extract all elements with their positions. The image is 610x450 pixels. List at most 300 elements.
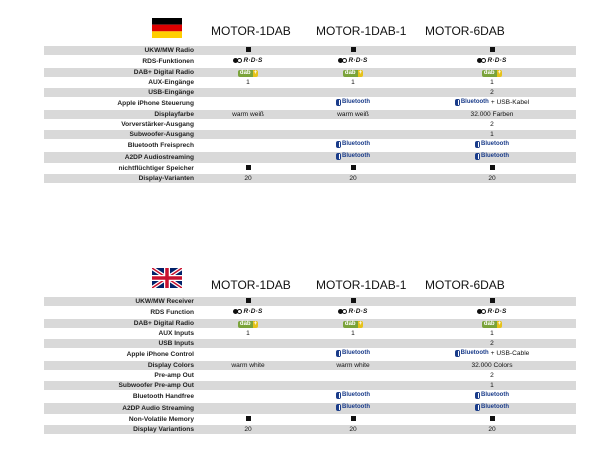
- table-row: [44, 338, 576, 348]
- bluetooth-logo-text: Bluetooth: [342, 391, 370, 398]
- rds-logo-icon: [477, 307, 506, 316]
- table-cell-model-1: [198, 318, 298, 328]
- dab-logo-plus: +: [358, 69, 363, 76]
- dab-plus-logo-icon: [238, 321, 258, 328]
- cell-content: [246, 47, 251, 52]
- row-label: AUX-Eingänge: [44, 77, 198, 87]
- cell-content: [477, 307, 506, 316]
- table-cell-model-3: [408, 46, 576, 56]
- cell-content: [490, 78, 494, 87]
- rds-logo-text: R·D·S: [487, 308, 507, 315]
- table-cell-model-1: [198, 424, 298, 434]
- table-cell-model-1: [198, 380, 298, 390]
- cell-content: [475, 152, 509, 161]
- table-row: [44, 77, 576, 87]
- cell-content: [471, 361, 512, 370]
- row-label: Bluetooth Handfree: [44, 390, 198, 402]
- table-cell-model-3: [408, 173, 576, 183]
- cell-content: [246, 298, 251, 303]
- cell-value: 32.000 Colors: [471, 361, 513, 369]
- cell-content: [351, 329, 355, 338]
- rds-logo-icon: [338, 307, 367, 316]
- row-label: UKW/MW Receiver: [44, 297, 198, 307]
- cell-value: 1: [490, 130, 494, 138]
- bluetooth-rune-icon: [475, 153, 480, 160]
- cell-value: warm white: [336, 361, 370, 369]
- row-label: RDS-Funktionen: [44, 56, 198, 68]
- rds-logo-icon: [233, 307, 262, 316]
- table-row: [44, 129, 576, 139]
- model-header-3: MOTOR-6DAB: [425, 24, 505, 38]
- table-cell-model-2: [298, 390, 408, 402]
- cell-value: 1: [490, 78, 494, 86]
- filled-square-icon: [351, 47, 356, 52]
- filled-square-icon: [246, 165, 251, 170]
- rds-symbol-icon: [477, 309, 486, 315]
- bluetooth-logo-text: Bluetooth: [460, 349, 489, 356]
- filled-square-icon: [351, 298, 356, 303]
- cell-content: [475, 403, 509, 412]
- table-row: [44, 109, 576, 119]
- row-label: nichtflüchtiger Speicher: [44, 163, 198, 173]
- table-row: [44, 390, 576, 402]
- cell-value: 1: [490, 329, 494, 337]
- table-cell-model-1: [198, 129, 298, 139]
- table-cell-model-3: [408, 390, 576, 402]
- filled-square-icon: [490, 47, 495, 52]
- dab-plus-logo-icon: [343, 321, 363, 328]
- table-cell-model-3: [408, 307, 576, 319]
- table-cell-model-1: [198, 46, 298, 56]
- table-row: [44, 370, 576, 380]
- cell-content: [471, 110, 514, 119]
- rds-logo-text: R·D·S: [243, 57, 263, 64]
- row-label: DAB+ Digital Radio: [44, 67, 198, 77]
- cell-content: [246, 165, 251, 170]
- cell-content: [351, 416, 356, 421]
- cell-content: [490, 165, 495, 170]
- row-label: Apple iPhone Control: [44, 348, 198, 360]
- bluetooth-rune-icon: [475, 392, 480, 399]
- cell-content: [351, 47, 356, 52]
- cell-value: warm weiß: [232, 110, 264, 118]
- row-label: Displayfarbe: [44, 109, 198, 119]
- table-cell-model-2: [298, 424, 408, 434]
- dab-logo-plus: +: [253, 320, 258, 327]
- table-cell-model-3: [408, 424, 576, 434]
- table-cell-model-2: [298, 328, 408, 338]
- bluetooth-rune-icon: [475, 404, 480, 411]
- table-cell-model-1: [198, 97, 298, 109]
- table-cell-model-2: [298, 402, 408, 414]
- cell-content: [475, 391, 509, 400]
- bluetooth-logo-icon: [336, 98, 370, 107]
- table-cell-model-1: [198, 328, 298, 338]
- table-cell-model-1: [198, 348, 298, 360]
- cell-value: 1: [246, 78, 250, 86]
- table-cell-model-1: [198, 390, 298, 402]
- cell-value: 20: [488, 174, 496, 182]
- table-cell-model-2: [298, 163, 408, 173]
- dab-logo-plus: +: [497, 320, 502, 327]
- model-header-3: MOTOR-6DAB: [425, 278, 505, 292]
- model-header-2: MOTOR-1DAB-1: [316, 24, 407, 38]
- bluetooth-logo-text: Bluetooth: [342, 98, 370, 105]
- table-cell-model-3: [408, 402, 576, 414]
- table-cell-model-1: [198, 402, 298, 414]
- dab-plus-logo-icon: [482, 70, 502, 77]
- rds-symbol-icon: [338, 58, 347, 64]
- row-label: Pre-amp Out: [44, 370, 198, 380]
- bluetooth-logo-icon: [336, 152, 370, 161]
- bluetooth-rune-icon: [336, 392, 341, 399]
- table-row: [44, 402, 576, 414]
- cell-value: 20: [244, 174, 252, 182]
- cell-content: [238, 321, 258, 328]
- cell-content: [349, 425, 356, 434]
- dab-logo-text: dab: [239, 69, 251, 76]
- table-cell-model-2: [298, 173, 408, 183]
- cell-content: [477, 56, 506, 65]
- cell-content: [490, 47, 495, 52]
- cell-content: [338, 307, 367, 316]
- cell-content: [336, 403, 370, 412]
- cell-content: [488, 425, 495, 434]
- table-cell-model-2: [298, 77, 408, 87]
- table-cell-model-1: [198, 307, 298, 319]
- bluetooth-rune-icon: [336, 141, 341, 148]
- table-cell-model-3: [408, 380, 576, 390]
- bluetooth-rune-icon: [336, 350, 341, 357]
- table-cell-model-1: [198, 87, 298, 97]
- dab-logo-text: dab: [483, 320, 495, 327]
- table-cell-model-1: [198, 360, 298, 370]
- table-cell-model-1: [198, 338, 298, 348]
- bluetooth-rune-icon: [475, 141, 480, 148]
- table-cell-model-3: [408, 97, 576, 109]
- cell-content: [482, 321, 502, 328]
- row-label: Display-Varianten: [44, 173, 198, 183]
- bluetooth-logo-text: Bluetooth: [460, 98, 489, 105]
- table-cell-model-3: [408, 56, 576, 68]
- cell-content: [336, 152, 370, 161]
- table-cell-model-1: [198, 173, 298, 183]
- bluetooth-rune-icon: [336, 153, 341, 160]
- table-cell-model-3: [408, 370, 576, 380]
- table-cell-model-2: [298, 307, 408, 319]
- bluetooth-logo-icon: [336, 349, 370, 358]
- table-row: [44, 297, 576, 307]
- model-header-1: MOTOR-1DAB: [211, 24, 291, 38]
- dab-logo-text: dab: [239, 320, 251, 327]
- table-row: [44, 424, 576, 434]
- table-cell-model-3: [408, 328, 576, 338]
- cell-value: 20: [349, 174, 357, 182]
- cell-content: [337, 110, 369, 119]
- table-cell-model-3: [408, 297, 576, 307]
- table-cell-model-2: [298, 46, 408, 56]
- rds-symbol-icon: [233, 58, 242, 64]
- table-cell-model-2: [298, 119, 408, 129]
- model-header-1: MOTOR-1DAB: [211, 278, 291, 292]
- filled-square-icon: [246, 298, 251, 303]
- bluetooth-rune-icon: [455, 350, 460, 357]
- row-label: Subwoofer-Ausgang: [44, 129, 198, 139]
- rds-logo-text: R·D·S: [348, 57, 368, 64]
- bluetooth-logo-text: Bluetooth: [481, 152, 509, 159]
- cell-extra-text: + USB-Kabel: [490, 98, 530, 106]
- cell-content: [351, 78, 355, 87]
- cell-value: 20: [244, 425, 252, 433]
- dab-plus-logo-icon: [238, 70, 258, 77]
- row-label: Subwoofer Pre-amp Out: [44, 380, 198, 390]
- table-cell-model-2: [298, 67, 408, 77]
- cell-value: 1: [490, 381, 494, 389]
- table-cell-model-3: [408, 338, 576, 348]
- cell-content: [336, 140, 370, 149]
- cell-value: 20: [349, 425, 357, 433]
- cell-content: [336, 391, 370, 400]
- filled-square-icon: [490, 165, 495, 170]
- dab-logo-text: dab: [483, 69, 495, 76]
- cell-content: [490, 130, 494, 139]
- table-cell-model-2: [298, 56, 408, 68]
- cell-value: 2: [490, 339, 494, 347]
- cell-value: warm weiß: [337, 110, 369, 118]
- cell-content: [455, 98, 529, 107]
- cell-content: [338, 56, 367, 65]
- cell-content: [244, 174, 251, 183]
- table-row: [44, 173, 576, 183]
- table-row: [44, 151, 576, 163]
- cell-content: [232, 110, 264, 119]
- table-cell-model-2: [298, 380, 408, 390]
- bluetooth-logo-icon: [336, 403, 370, 412]
- table-cell-model-3: [408, 129, 576, 139]
- table-row: [44, 380, 576, 390]
- cell-content: [349, 174, 356, 183]
- rds-symbol-icon: [477, 58, 486, 64]
- model-header-2: MOTOR-1DAB-1: [316, 278, 407, 292]
- dab-logo-plus: +: [253, 69, 258, 76]
- germany-flag-icon: [152, 18, 182, 38]
- table-row: [44, 56, 576, 68]
- table-cell-model-3: [408, 119, 576, 129]
- table-cell-model-2: [298, 139, 408, 151]
- table-cell-model-1: [198, 370, 298, 380]
- cell-content: [351, 165, 356, 170]
- cell-content: [246, 329, 250, 338]
- cell-content: [336, 349, 370, 358]
- table-cell-model-3: [408, 109, 576, 119]
- bluetooth-rune-icon: [336, 99, 341, 106]
- table-row: [44, 67, 576, 77]
- cell-content: [233, 56, 262, 65]
- cell-content: [231, 361, 264, 370]
- row-label: RDS Function: [44, 307, 198, 319]
- table-cell-model-2: [298, 297, 408, 307]
- cell-value: warm white: [231, 361, 265, 369]
- table-cell-model-1: [198, 151, 298, 163]
- cell-content: [490, 329, 494, 338]
- cell-content: [475, 140, 509, 149]
- bluetooth-logo-icon: [336, 391, 370, 400]
- filled-square-icon: [246, 416, 251, 421]
- row-label: UKW/MW Radio: [44, 46, 198, 56]
- dab-logo-text: dab: [344, 69, 356, 76]
- rds-logo-text: R·D·S: [487, 57, 507, 64]
- table-cell-model-3: [408, 151, 576, 163]
- cell-value: 2: [490, 371, 494, 379]
- cell-content: [336, 98, 370, 107]
- table-row: [44, 97, 576, 109]
- table-cell-model-1: [198, 119, 298, 129]
- cell-content: [490, 298, 495, 303]
- cell-content: [490, 120, 494, 129]
- table-cell-model-2: [298, 109, 408, 119]
- table-cell-model-1: [198, 67, 298, 77]
- bluetooth-logo-text: Bluetooth: [342, 403, 370, 410]
- row-label: Bluetooth Freisprech: [44, 139, 198, 151]
- bluetooth-logo-icon: [475, 403, 509, 412]
- rds-logo-icon: [338, 56, 367, 65]
- table-cell-model-2: [298, 360, 408, 370]
- table-cell-model-2: [298, 151, 408, 163]
- bluetooth-logo-text: Bluetooth: [342, 152, 370, 159]
- cell-content: [233, 307, 262, 316]
- cell-value: 1: [351, 78, 355, 86]
- cell-content: [455, 349, 530, 358]
- table-row: [44, 348, 576, 360]
- row-label: USB-Eingänge: [44, 87, 198, 97]
- cell-value: 32.000 Farben: [470, 110, 514, 118]
- table-cell-model-3: [408, 87, 576, 97]
- row-label: Display Colors: [44, 360, 198, 370]
- bluetooth-logo-icon: [475, 391, 509, 400]
- table-cell-model-3: [408, 414, 576, 424]
- table-cell-model-2: [298, 348, 408, 360]
- rds-logo-text: R·D·S: [243, 308, 263, 315]
- cell-content: [490, 381, 494, 390]
- table-cell-model-2: [298, 414, 408, 424]
- bluetooth-logo-text: Bluetooth: [481, 403, 509, 410]
- table-cell-model-1: [198, 139, 298, 151]
- table-cell-model-1: [198, 109, 298, 119]
- filled-square-icon: [246, 47, 251, 52]
- table-cell-model-2: [298, 97, 408, 109]
- bluetooth-logo-icon: [455, 98, 489, 107]
- table-cell-model-3: [408, 67, 576, 77]
- row-label: Apple iPhone Steuerung: [44, 97, 198, 109]
- cell-content: [246, 416, 251, 421]
- cell-value: 20: [488, 425, 496, 433]
- table-cell-model-3: [408, 360, 576, 370]
- rds-logo-text: R·D·S: [348, 308, 368, 315]
- bluetooth-logo-text: Bluetooth: [481, 140, 509, 147]
- cell-content: [244, 425, 251, 434]
- cell-content: [246, 78, 250, 87]
- cell-content: [482, 70, 502, 77]
- table-cell-model-1: [198, 77, 298, 87]
- table-row: [44, 360, 576, 370]
- bluetooth-logo-text: Bluetooth: [342, 349, 370, 356]
- table-cell-model-1: [198, 297, 298, 307]
- table-cell-model-3: [408, 139, 576, 151]
- dab-logo-text: dab: [344, 320, 356, 327]
- table-cell-model-2: [298, 318, 408, 328]
- table-cell-model-1: [198, 56, 298, 68]
- cell-content: [238, 70, 258, 77]
- bluetooth-logo-icon: [336, 140, 370, 149]
- row-label: A2DP Audiostreaming: [44, 151, 198, 163]
- table-row: [44, 414, 576, 424]
- filled-square-icon: [490, 298, 495, 303]
- bluetooth-rune-icon: [455, 99, 460, 106]
- dab-plus-logo-icon: [482, 321, 502, 328]
- cell-content: [351, 298, 356, 303]
- table-cell-model-2: [298, 87, 408, 97]
- table-cell-model-1: [198, 163, 298, 173]
- table-cell-model-3: [408, 163, 576, 173]
- rds-symbol-icon: [233, 309, 242, 315]
- cell-value: 1: [351, 329, 355, 337]
- bluetooth-logo-icon: [475, 140, 509, 149]
- table-row: [44, 163, 576, 173]
- table-row: [44, 328, 576, 338]
- filled-square-icon: [351, 416, 356, 421]
- row-label: Vorverstärker-Ausgang: [44, 119, 198, 129]
- row-label: DAB+ Digital Radio: [44, 318, 198, 328]
- table-row: [44, 139, 576, 151]
- row-label: AUX Inputs: [44, 328, 198, 338]
- table-row: [44, 46, 576, 56]
- cell-value: 2: [490, 120, 494, 128]
- cell-content: [488, 174, 495, 183]
- bluetooth-rune-icon: [336, 404, 341, 411]
- filled-square-icon: [490, 416, 495, 421]
- row-label: Display Variantions: [44, 424, 198, 434]
- table-cell-model-3: [408, 348, 576, 360]
- table-row: [44, 307, 576, 319]
- dab-logo-plus: +: [358, 320, 363, 327]
- feature-table-english: [44, 297, 576, 435]
- table-cell-model-2: [298, 370, 408, 380]
- cell-content: [490, 339, 494, 348]
- dab-plus-logo-icon: [343, 70, 363, 77]
- table-row: [44, 119, 576, 129]
- table-cell-model-1: [198, 414, 298, 424]
- cell-content: [490, 88, 494, 97]
- cell-content: [343, 321, 363, 328]
- cell-extra-text: + USB-Cable: [490, 349, 530, 357]
- cell-content: [490, 416, 495, 421]
- table-cell-model-3: [408, 77, 576, 87]
- table-row: [44, 87, 576, 97]
- bluetooth-logo-text: Bluetooth: [342, 140, 370, 147]
- cell-content: [490, 371, 494, 380]
- rds-logo-icon: [477, 56, 506, 65]
- cell-value: 1: [246, 329, 250, 337]
- filled-square-icon: [351, 165, 356, 170]
- bluetooth-logo-text: Bluetooth: [481, 391, 509, 398]
- table-cell-model-3: [408, 318, 576, 328]
- bluetooth-logo-icon: [475, 152, 509, 161]
- table-cell-model-2: [298, 338, 408, 348]
- cell-content: [336, 361, 369, 370]
- rds-logo-icon: [233, 56, 262, 65]
- bluetooth-logo-icon: [455, 349, 489, 358]
- row-label: Non-Volatile Memory: [44, 414, 198, 424]
